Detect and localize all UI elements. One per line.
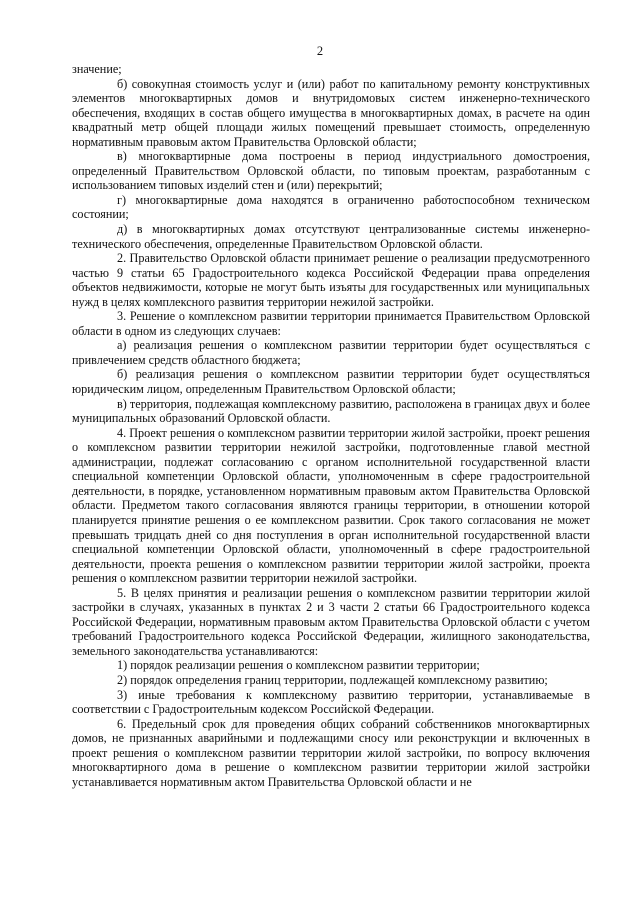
document-body [72,62,590,789]
paragraph-section-3-v: в) территория, подлежащая комплексному развитию, расположена в границах двух и более муниципальных образований Орловской области. [72,396,590,426]
paragraph-item-g-condition: г) многоквартирные дома находятся в ограниченно работоспособном техническом состоянии; [72,192,590,222]
page-number: 2 [316,44,324,58]
paragraph-item-b-cost: б) совокупная стоимость услуг и (или) работ по капитальному ремонту конструктивных элементов многоквартирных домов и внутридомовых систем инженерно-технического обеспечения, входящих в состав общего имущества в многоквартирных домах, в расчете на один квадратный метр общей площади жилых помещений превышает стоимость, определенную нормативным правовым актом Правительства Орловской области; [72,76,590,149]
paragraph-item-v-industrial: в) многоквартирные дома построены в период индустриального домостроения, определенный Правительством Орловской области, по типовым проектам, разработанным с использованием типовых изделий стен и (или) перекрытий; [72,149,590,193]
paragraph-section-3: 3. Решение о комплексном развитии территории принимается Правительством Орловской области в одном из следующих случаев: [72,309,590,338]
paragraph-section-3-a: а) реализация решения о комплексном развитии территории будет осуществляться с привлечением средств областного бюджета; [72,338,590,367]
paragraph-section-2: 2. Правительство Орловской области принимает решение о реализации предусмотренного частью 9 статьи 65 Градостроительного кодекса Российской Федерации права определения объектов недвижимости, которые не могут быть изъяты для государственных или муниципальных нужд в целях комплексного развития территории нежилой застройки. [72,251,590,309]
paragraph-continuation: значение; [72,62,122,76]
paragraph-item-d-systems: д) в многоквартирных домах отсутствуют централизованные системы инженерно-технического обеспечения, определенные Правительством Орловской области. [72,222,590,251]
paragraph-section-5-2: 2) порядок определения границ территории, подлежащей комплексному развитию; [117,672,548,687]
paragraph-section-6: 6. Предельный срок для проведения общих собраний собственников многоквартирных домов, не признанных аварийными и подлежащими сносу или реконструкции и включенных в проект решения о комплексном развитии территории жилой застройки, по вопросу включения многоквартирного дома в решение о комплексном развитии территории жилой застройки устанавливается нормативным актом Правительства Орловской области и не [72,716,590,789]
paragraph-section-5-3: 3) иные требования к комплексному развитию территории, устанавливаемые в соответствии с Градостроительным кодексом Российской Федерации. [72,687,590,717]
paragraph-section-3-b: б) реализация решения о комплексном развитии территории будет осуществляться юридическим лицом, определенным Правительством Орловской области; [72,367,590,397]
paragraph-section-5: 5. В целях принятия и реализации решения о комплексном развитии территории жилой застройки в случаях, указанных в пунктах 2 и 3 части 2 статьи 66 Градостроительного кодекса Российской Федерации, нормативным правовым актом Правительства Орловской области с учетом требований Градостроительного кодекса Российской Федерации, жилищного законодательства, земельного законодательства устанавливаются: [72,585,590,658]
paragraph-section-5-1: 1) порядок реализации решения о комплексном развитии территории; [117,658,480,673]
paragraph-section-4: 4. Проект решения о комплексном развитии территории жилой застройки, проект решения о комплексном развитии территории нежилой застройки, подготовленные главой местной администрации, подлежат согласованию с органом исполнительной государственной власти специальной компетенции Орловской области, уполномоченным в сфере градостроительной деятельности, в порядке, установленном нормативным правовым актом Правительства Орловской области. Предметом такого согласования являются границы территории, в отношении которой планируется принятие решения о ее комплексном развитии. Срок такого согласования не может превышать тридцать дней со дня поступления в орган исполнительной государственной власти специальной компетенции Орловской области, уполномоченный в сфере градостроительной деятельности, проекта решения о комплексном развитии территории жилой застройки, проекта решения о комплексном развитии территории нежилой застройки. [72,425,590,586]
